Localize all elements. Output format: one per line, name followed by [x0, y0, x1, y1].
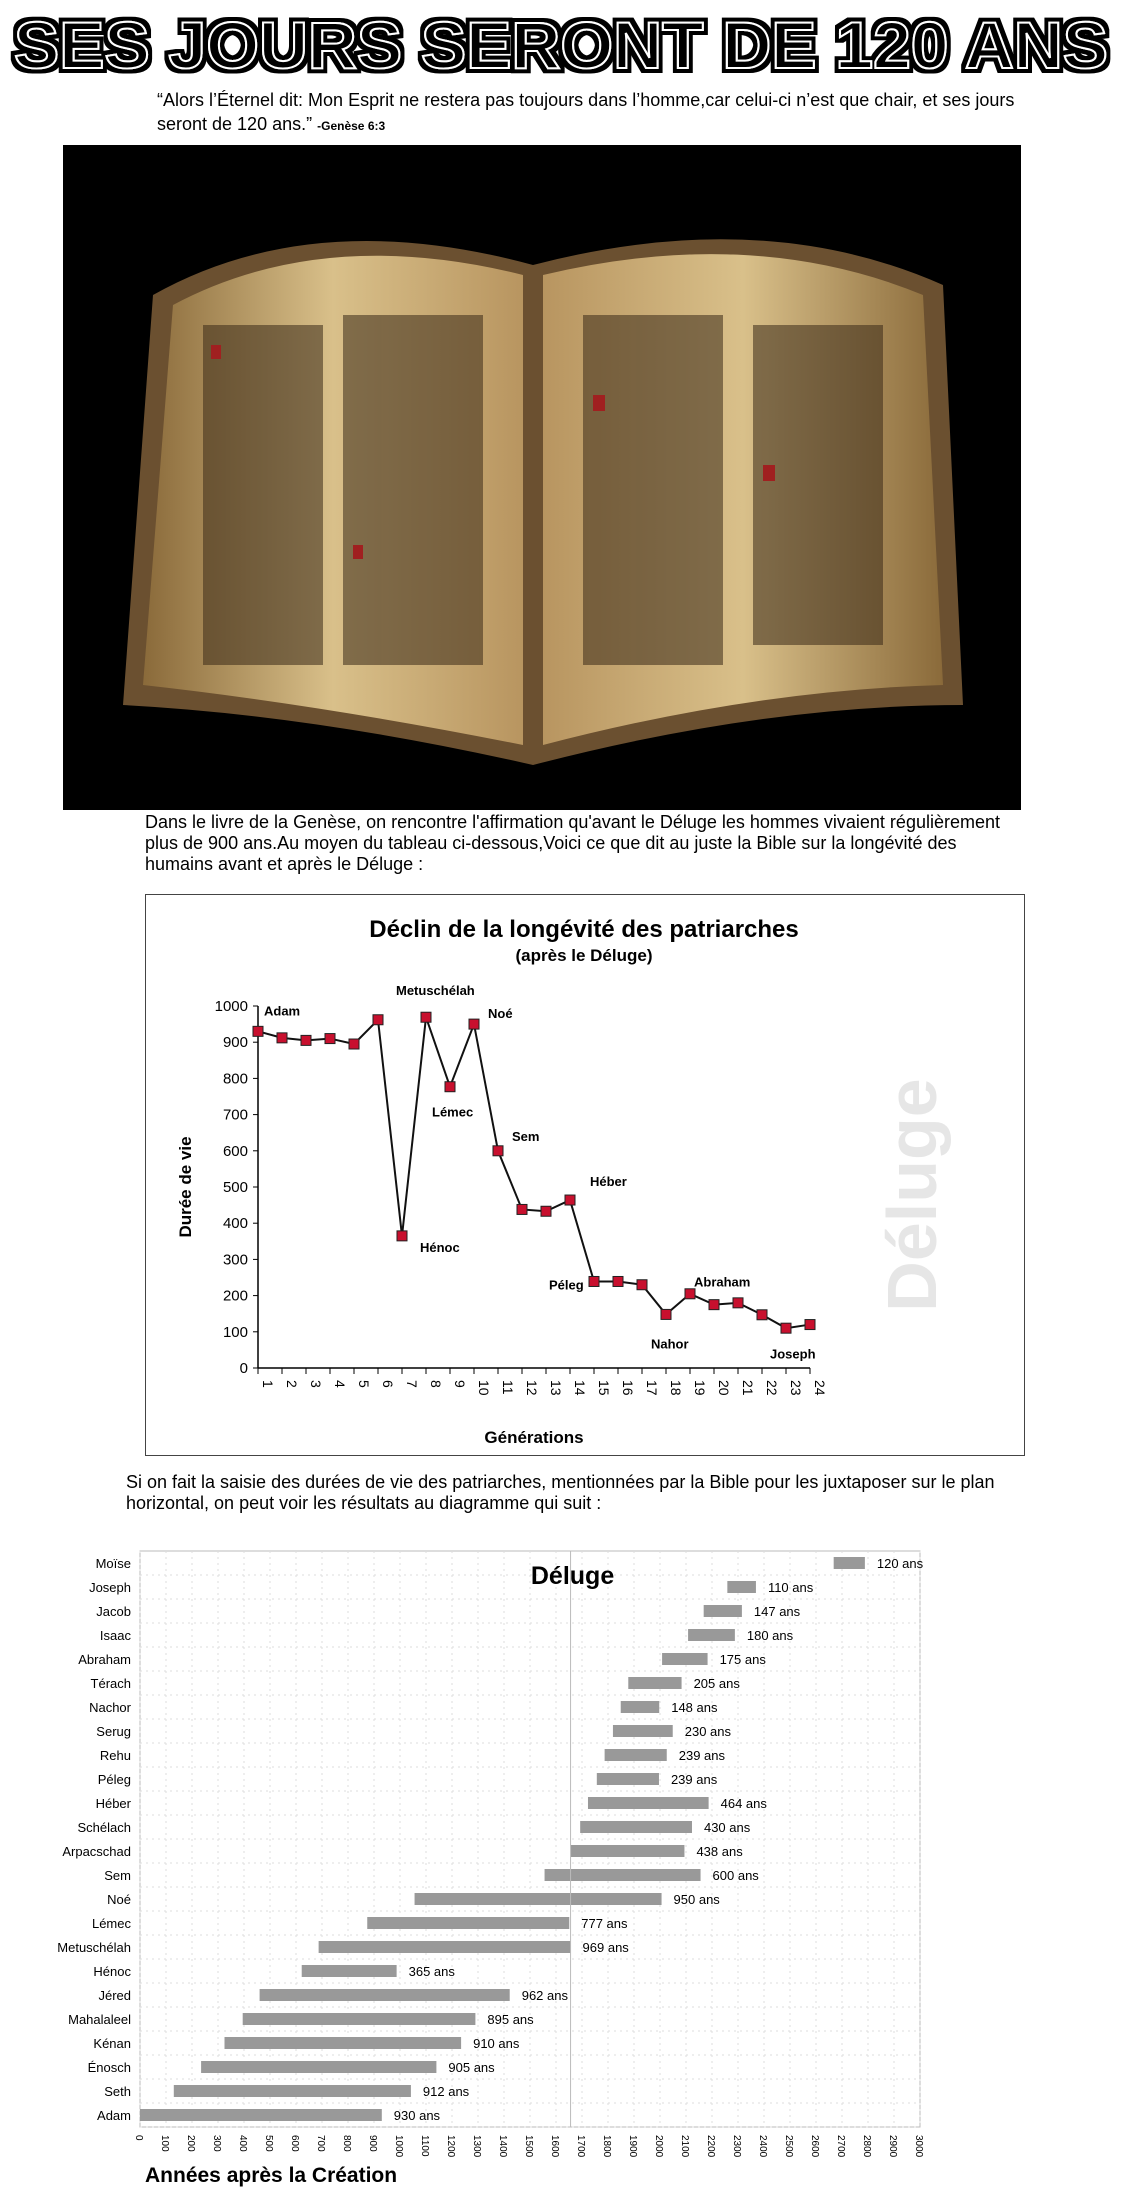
x-tick-label: 1600	[549, 2135, 560, 2158]
x-tick-label: 1100	[419, 2135, 430, 2157]
bar-value-label: 912 ans	[422, 2084, 470, 2099]
flood-label: Déluge	[530, 1562, 615, 1590]
bar-value-label: 962 ans	[521, 1988, 568, 2003]
data-point	[589, 1276, 599, 1286]
row-label: Jéred	[98, 1988, 131, 2003]
bar-value-label: 175 ans	[719, 1652, 766, 1667]
x-tick-label: 4	[332, 1380, 348, 1388]
row-label: Hénoc	[93, 1964, 131, 1979]
point-label: Lémec	[432, 1104, 474, 1120]
bar-value-label: 147 ans	[753, 1604, 801, 1619]
y-tick-label: 1000	[214, 998, 248, 1015]
point-label: Héber	[590, 1174, 627, 1190]
x-tick-label: 1900	[627, 2135, 638, 2158]
second-paragraph: Si on fait la saisie des durées de vie des patriarches, mentionnées par la Bible pour les juxtaposer sur le plan horizontal, on peut voir les résultats au diagramme qui suit :	[126, 1472, 995, 1513]
row-label: Seth	[104, 2084, 131, 2099]
y-tick-label: 300	[222, 1251, 248, 1269]
old-bible-photo	[63, 145, 1021, 810]
data-point	[517, 1204, 527, 1214]
row-label: Adam	[97, 2108, 131, 2123]
x-tick-label: 2	[284, 1380, 300, 1388]
x-tick-label: 100	[159, 2135, 170, 2152]
x-axis-label: Générations	[484, 1428, 584, 1447]
bar-value-label: 430 ans	[703, 1820, 751, 1835]
row-label: Lémec	[91, 1916, 131, 1931]
intro-paragraph: Dans le livre de la Genèse, on rencontre l'affirmation qu'avant le Déluge les hommes vivaient régulièrement plus de 900 ans.Au moyen du tableau ci-dessous,Voici ce que dit au juste la Bible sur la longévité des humains avant et après le Déluge :	[145, 812, 1000, 874]
x-tick-label: 18	[668, 1380, 684, 1396]
x-tick-label: 5	[356, 1380, 372, 1388]
row-label: Joseph	[89, 1580, 131, 1595]
point-label: Abraham	[694, 1274, 751, 1290]
x-tick-label: 23	[788, 1380, 804, 1396]
x-tick-label: 24	[812, 1380, 828, 1396]
x-tick-label: 200	[185, 2135, 196, 2152]
lifespan-bar	[621, 1701, 659, 1713]
x-tick-label: 2900	[887, 2135, 898, 2158]
data-point	[421, 1012, 431, 1022]
row-label: Sem	[104, 1868, 131, 1883]
point-label: Metuschélah	[396, 983, 475, 999]
lifespan-bar	[260, 1989, 510, 2001]
x-tick-label: 7	[404, 1380, 420, 1388]
row-label: Térach	[90, 1676, 131, 1691]
chart-subtitle: (après le Déluge)	[515, 946, 653, 965]
x-tick-label: 1500	[523, 2135, 534, 2158]
data-point	[445, 1082, 455, 1092]
lifespan-bar	[174, 2085, 411, 2097]
x-axis-label: Années après la Création	[145, 2164, 398, 2187]
x-tick-label: 500	[263, 2135, 274, 2152]
page-title	[8, 6, 1118, 80]
x-tick-label: 0	[133, 2135, 144, 2141]
x-tick-label: 2300	[731, 2135, 742, 2158]
x-tick-label: 1300	[471, 2135, 482, 2158]
x-tick-label: 10	[476, 1380, 492, 1396]
bar-value-label: 895 ans	[487, 2012, 534, 2027]
point-label: Adam	[264, 1003, 301, 1019]
x-tick-label: 6	[380, 1380, 396, 1388]
y-tick-label: 600	[222, 1142, 248, 1160]
bar-value-label: 600 ans	[712, 1868, 759, 1883]
row-label: Arpacschad	[62, 1844, 131, 1859]
lifespan-bar	[628, 1677, 681, 1689]
data-point	[469, 1019, 479, 1029]
point-label: Joseph	[770, 1346, 816, 1362]
data-point	[565, 1195, 575, 1205]
x-tick-label: 700	[315, 2135, 326, 2152]
lifespan-bar	[588, 1797, 709, 1809]
point-label: Noé	[488, 1006, 513, 1022]
row-label: Kénan	[93, 2036, 131, 2051]
x-tick-label: 3	[308, 1380, 324, 1388]
row-label: Serug	[96, 1724, 131, 1739]
x-tick-label: 2600	[809, 2135, 820, 2158]
row-label: Rehu	[99, 1748, 131, 1763]
x-tick-label: 17	[644, 1380, 660, 1396]
data-point	[277, 1033, 287, 1043]
y-tick-label: 400	[222, 1215, 248, 1233]
bar-value-label: 239 ans	[670, 1772, 718, 1787]
bar-value-label: 930 ans	[393, 2108, 441, 2123]
data-point	[661, 1309, 671, 1319]
row-label: Schélach	[77, 1820, 131, 1835]
y-tick-label: 500	[222, 1179, 248, 1196]
data-point	[253, 1026, 263, 1036]
x-tick-label: 19	[692, 1380, 708, 1396]
data-point	[373, 1015, 383, 1025]
bar-value-label: 464 ans	[720, 1796, 767, 1811]
data-point	[493, 1146, 503, 1156]
bar-value-label: 950 ans	[673, 1892, 720, 1907]
lifespan-bar	[201, 2061, 436, 2073]
bar-value-label: 120 ans	[876, 1556, 924, 1571]
bible-quote	[157, 88, 1017, 138]
lifespan-bar	[613, 1725, 673, 1737]
lifespan-bar	[597, 1773, 659, 1785]
x-tick-label: 2000	[653, 2135, 664, 2158]
row-label: Isaac	[99, 1628, 131, 1643]
row-label: Noé	[107, 1892, 131, 1907]
row-label: Jacob	[96, 1604, 131, 1619]
data-point	[637, 1280, 647, 1290]
x-tick-label: 2500	[783, 2135, 794, 2158]
bar-value-label: 777 ans	[581, 1916, 628, 1931]
bar-value-label: 205 ans	[693, 1676, 740, 1691]
row-label: Mahalaleel	[68, 2012, 131, 2027]
row-label: Héber	[95, 1796, 131, 1811]
data-point	[757, 1310, 767, 1320]
data-point	[781, 1323, 791, 1333]
x-tick-label: 9	[452, 1380, 468, 1388]
point-label: Sem	[512, 1128, 540, 1144]
bar-value-label: 905 ans	[448, 2060, 495, 2075]
y-tick-label: 900	[222, 1034, 248, 1052]
y-tick-label: 800	[222, 1070, 248, 1088]
x-tick-label: 21	[740, 1380, 756, 1396]
x-tick-label: 12	[524, 1380, 540, 1396]
lifespan-bar	[545, 1869, 701, 1881]
lifespan-bar	[415, 1893, 662, 1905]
bar-value-label: 230 ans	[684, 1724, 732, 1739]
x-tick-label: 900	[367, 2135, 378, 2152]
x-tick-label: 2800	[861, 2135, 872, 2158]
x-tick-label: 1000	[393, 2135, 404, 2158]
x-tick-label: 22	[764, 1380, 780, 1396]
quote-text: “Alors l’Éternel dit: Mon Esprit ne restera pas toujours dans l’homme,car celui-ci n’est que chair, et ses jours seront de 120 ans.”	[157, 90, 1015, 134]
longevity-line-chart	[146, 895, 1024, 1455]
lifespan-bar	[688, 1629, 735, 1641]
lifespan-bar	[580, 1821, 692, 1833]
lifespan-bar	[605, 1749, 667, 1761]
bar-value-label: 148 ans	[671, 1700, 718, 1715]
row-label: Moïse	[95, 1556, 131, 1571]
lifespan-timeline-chart	[0, 1540, 1123, 2189]
longevity-line-chart-frame	[145, 894, 1025, 1456]
x-tick-label: 600	[289, 2135, 300, 2152]
x-tick-label: 2100	[679, 2135, 690, 2158]
chart-title: Déclin de la longévité des patriarches	[369, 916, 799, 943]
lifespan-bar	[662, 1653, 708, 1665]
data-point	[325, 1034, 335, 1044]
data-point	[685, 1289, 695, 1299]
point-label: Péleg	[549, 1277, 584, 1293]
bar-value-label: 239 ans	[678, 1748, 726, 1763]
bar-value-label: 180 ans	[746, 1628, 794, 1643]
lifespan-bar	[834, 1557, 865, 1569]
x-tick-label: 16	[620, 1380, 636, 1396]
lifespan-bar	[319, 1941, 571, 1953]
bar-value-label: 910 ans	[473, 2036, 520, 2051]
row-label: Abraham	[78, 1652, 131, 1667]
x-tick-label: 1800	[601, 2135, 612, 2158]
data-point	[397, 1231, 407, 1241]
data-point	[349, 1039, 359, 1049]
row-label: Metuschélah	[57, 1940, 131, 1955]
quote-reference: -Genèse 6:3	[317, 119, 386, 133]
x-tick-label: 14	[572, 1380, 588, 1396]
lifespan-bar	[367, 1917, 569, 1929]
data-point	[709, 1300, 719, 1310]
lifespan-bar	[704, 1605, 742, 1617]
row-label: Péleg	[97, 1772, 131, 1787]
y-tick-label: 0	[239, 1360, 248, 1377]
x-tick-label: 3000	[913, 2135, 924, 2158]
x-tick-label: 2700	[835, 2135, 846, 2158]
data-point	[541, 1206, 551, 1216]
row-label: Nachor	[89, 1700, 131, 1715]
bar-value-label: 365 ans	[408, 1964, 455, 1979]
x-tick-label: 1400	[497, 2135, 508, 2158]
point-label: Nahor	[651, 1336, 689, 1352]
row-label: Énosch	[87, 2060, 131, 2075]
x-tick-label: 13	[548, 1380, 564, 1396]
x-tick-label: 2200	[705, 2135, 716, 2158]
open-book-illustration	[63, 145, 1021, 810]
x-tick-label: 2400	[757, 2135, 768, 2158]
x-tick-label: 1	[260, 1380, 276, 1388]
data-point	[613, 1276, 623, 1286]
bar-value-label: 438 ans	[696, 1844, 743, 1859]
watermark-text: Déluge	[873, 1078, 951, 1312]
bar-value-label: 969 ans	[582, 1940, 629, 1955]
data-point	[733, 1298, 743, 1308]
y-tick-label: 100	[222, 1323, 248, 1341]
lifespan-bar	[140, 2109, 382, 2121]
lifespan-bar	[225, 2037, 462, 2049]
x-tick-label: 1200	[445, 2135, 456, 2158]
y-tick-label: 200	[222, 1287, 248, 1305]
x-tick-label: 11	[500, 1380, 516, 1395]
x-tick-label: 1700	[575, 2135, 586, 2158]
data-point	[301, 1035, 311, 1045]
lifespan-bar	[571, 1845, 685, 1857]
x-tick-label: 400	[237, 2135, 248, 2152]
lifespan-bar	[727, 1581, 756, 1593]
y-axis-label: Durée de vie	[176, 1136, 195, 1238]
page-title-text: SES JOURS SERONT DE 120 ANS	[14, 8, 1108, 80]
x-tick-label: 15	[596, 1380, 612, 1396]
x-tick-label: 8	[428, 1380, 444, 1388]
data-point	[805, 1320, 815, 1330]
y-tick-label: 700	[222, 1106, 248, 1124]
bar-value-label: 110 ans	[767, 1580, 814, 1595]
x-tick-label: 20	[716, 1380, 732, 1396]
lifespan-bar	[243, 2013, 476, 2025]
x-tick-label: 800	[341, 2135, 352, 2152]
x-tick-label: 300	[211, 2135, 222, 2152]
point-label: Hénoc	[420, 1239, 460, 1255]
lifespan-bar	[302, 1965, 397, 1977]
